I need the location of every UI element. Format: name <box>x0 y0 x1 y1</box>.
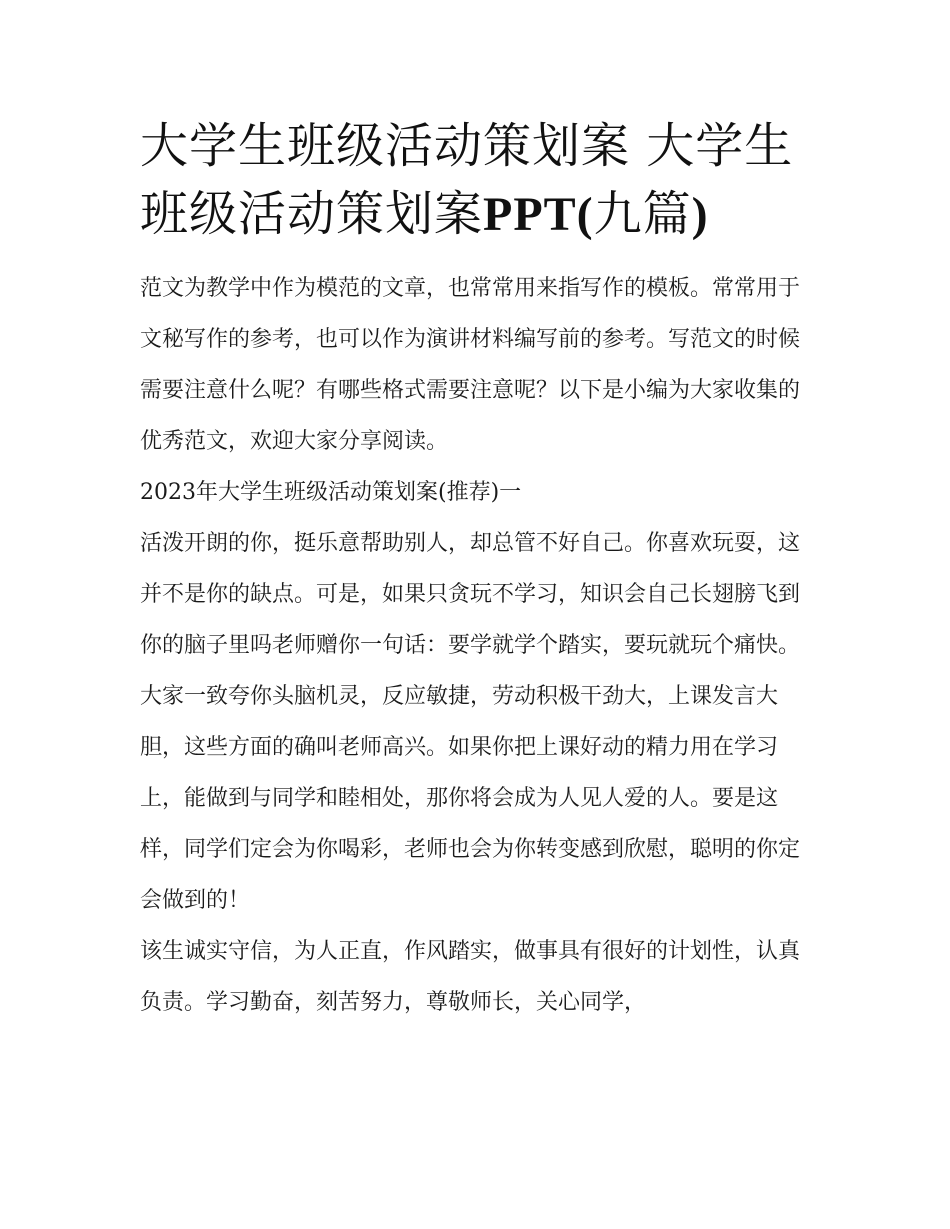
document-page <box>140 112 820 1028</box>
body-paragraph: 该生诚实守信，为人正直，作风踏实，做事具有很好的计划性，认真负责。学习勤奋，刻苦努力，尊敬师长，关心同学， <box>140 939 801 1015</box>
body-paragraph: 活泼开朗的你，挺乐意帮助别人，却总管不好自己。你喜欢玩耍，这并不是你的缺点。可是，如果只贪玩不学习，知识会自己长翅膀飞到你的脑子里吗老师赠你一句话：要学就学个踏实，要玩就玩个痛快。 <box>140 531 801 658</box>
intro-paragraph: 范文为教学中作为模范的文章，也常常用来指写作的模板。常常用于文秘写作的参考，也可以作为演讲材料编写前的参考。写范文的时候需要注意什么呢？有哪些格式需要注意呢？以下是小编为大家收集的优秀范文，欢迎大家分享阅读。 <box>140 276 801 454</box>
document-title <box>140 112 820 249</box>
title-text: 大学生班级活动策划案 大学生班级活动策划案 <box>140 118 794 242</box>
section-heading: 2023年大学生班级活动策划案(推荐)一 <box>140 480 522 505</box>
body-paragraph: 大家一致夸你头脑机灵，反应敏捷，劳动积极干劲大，上课发言大胆，这些方面的确叫老师高兴。如果你把上课好动的精力用在学习上，能做到与同学和睦相处，那你将会成为人见人爱的人。要是这样，同学们定会为你喝彩，老师也会为你转变感到欣慰，聪明的你定会做到的！ <box>140 684 801 913</box>
title-count: 九篇 <box>593 186 692 242</box>
title-ppt: PPT( <box>483 188 594 241</box>
title-close-paren: ) <box>691 188 709 241</box>
